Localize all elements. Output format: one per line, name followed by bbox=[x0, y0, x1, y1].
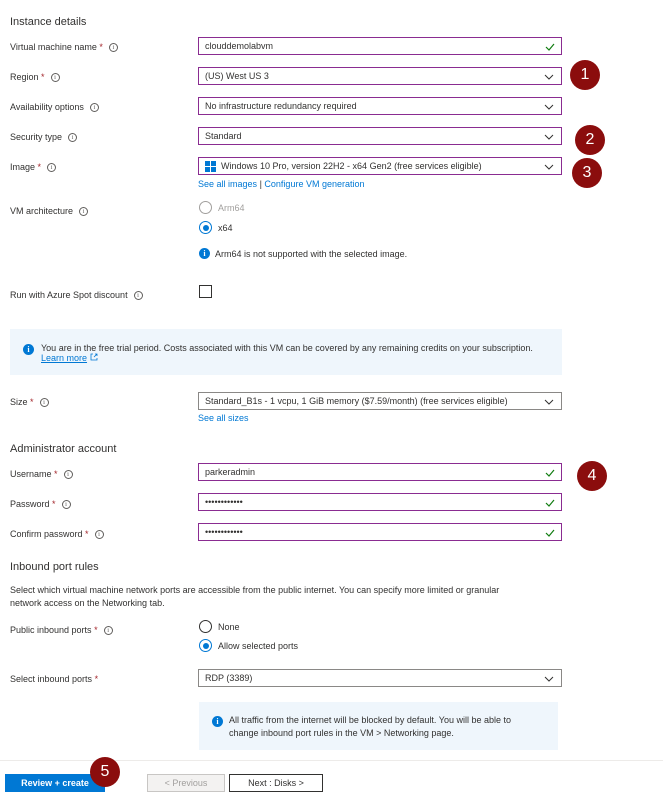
select-ports-select[interactable]: RDP (3389) bbox=[198, 669, 562, 687]
password-label: Password * i bbox=[10, 499, 71, 509]
image-label: Image * i bbox=[10, 162, 56, 172]
inbound-desc-line2: network access on the Networking tab. bbox=[10, 598, 165, 608]
info-icon[interactable]: i bbox=[62, 500, 71, 509]
chevron-down-icon bbox=[543, 131, 555, 143]
security-type-label: Security type i bbox=[10, 132, 77, 142]
spot-discount-label: Run with Azure Spot discount i bbox=[10, 290, 143, 300]
info-icon[interactable]: i bbox=[109, 43, 118, 52]
info-icon[interactable]: i bbox=[68, 133, 77, 142]
inbound-note-line2: change inbound port rules in the VM > Networking page. bbox=[229, 728, 454, 738]
instance-details-title: Instance details bbox=[10, 16, 87, 28]
next-disks-button[interactable]: Next : Disks > bbox=[229, 774, 323, 792]
size-select[interactable]: Standard_B1s - 1 vcpu, 1 GiB memory ($7.59/month) (free services eligible) bbox=[198, 392, 562, 410]
availability-select[interactable]: No infrastructure redundancy required bbox=[198, 97, 562, 115]
arm64-radio[interactable] bbox=[199, 201, 212, 214]
admin-account-title: Administrator account bbox=[10, 443, 117, 455]
info-icon[interactable]: i bbox=[95, 530, 104, 539]
size-label: Size * i bbox=[10, 397, 49, 407]
info-icon[interactable]: i bbox=[64, 470, 73, 479]
see-all-sizes-link[interactable]: See all sizes bbox=[198, 413, 249, 423]
inbound-allow-label: Allow selected ports bbox=[218, 641, 299, 651]
public-inbound-label: Public inbound ports * i bbox=[10, 625, 113, 635]
select-ports-label: Select inbound ports * bbox=[10, 674, 99, 684]
inbound-none-label: None bbox=[218, 622, 240, 632]
inbound-none-radio[interactable] bbox=[199, 620, 212, 633]
check-icon bbox=[545, 528, 555, 538]
external-link-icon bbox=[90, 353, 98, 361]
x64-radio[interactable] bbox=[199, 221, 212, 234]
chevron-down-icon bbox=[543, 161, 555, 173]
arm64-label: Arm64 bbox=[218, 203, 245, 213]
vm-name-label: Virtual machine name * i bbox=[10, 42, 118, 52]
username-label: Username * i bbox=[10, 469, 73, 479]
inbound-infobox bbox=[199, 702, 558, 750]
inbound-desc-line1: Select which virtual machine network ports are accessible from the public internet. You can specify more limited or granular bbox=[10, 585, 500, 595]
windows-icon bbox=[205, 161, 216, 172]
x64-label: x64 bbox=[218, 223, 233, 233]
availability-label: Availability options i bbox=[10, 102, 99, 112]
learn-more-link[interactable]: Learn more bbox=[41, 353, 88, 363]
inbound-allow-radio[interactable] bbox=[199, 639, 212, 652]
see-all-images-link[interactable]: See all images bbox=[198, 179, 258, 189]
spot-discount-checkbox[interactable] bbox=[199, 285, 212, 298]
check-icon bbox=[545, 498, 555, 508]
free-trial-text: You are in the free trial period. Costs associated with this VM can be covered by any remaining credits on your subscription. bbox=[41, 343, 533, 353]
chevron-down-icon bbox=[543, 673, 555, 685]
review-create-button[interactable]: Review + create bbox=[5, 774, 105, 792]
info-icon: i bbox=[199, 248, 210, 259]
info-icon[interactable]: i bbox=[134, 291, 143, 300]
password-input[interactable]: •••••••••••• bbox=[198, 493, 562, 511]
chevron-down-icon bbox=[543, 396, 555, 408]
confirm-password-input[interactable]: •••••••••••• bbox=[198, 523, 562, 541]
inbound-note-line1: All traffic from the internet will be blocked by default. You will be able to bbox=[229, 715, 511, 725]
username-input[interactable]: parkeradmin bbox=[198, 463, 562, 481]
callout-badge-4: 4 bbox=[577, 461, 607, 491]
info-icon[interactable]: i bbox=[79, 207, 88, 216]
info-icon[interactable]: i bbox=[47, 163, 56, 172]
arch-note: Arm64 is not supported with the selected image. bbox=[215, 249, 408, 259]
callout-badge-2: 2 bbox=[575, 125, 605, 155]
confirm-password-label: Confirm password * i bbox=[10, 529, 104, 539]
inbound-rules-title: Inbound port rules bbox=[10, 561, 99, 573]
info-icon: i bbox=[23, 344, 34, 355]
callout-badge-3: 3 bbox=[572, 158, 602, 188]
info-icon[interactable]: i bbox=[104, 626, 113, 635]
region-label: Region * i bbox=[10, 72, 60, 82]
vm-name-input[interactable]: clouddemolabvm bbox=[198, 37, 562, 55]
info-icon[interactable]: i bbox=[40, 398, 49, 407]
check-icon bbox=[545, 42, 555, 52]
security-type-select[interactable]: Standard bbox=[198, 127, 562, 145]
callout-badge-5: 5 bbox=[90, 757, 120, 787]
previous-button[interactable]: < Previous bbox=[147, 774, 225, 792]
free-trial-infobox bbox=[10, 329, 562, 375]
info-icon[interactable]: i bbox=[90, 103, 99, 112]
chevron-down-icon bbox=[543, 101, 555, 113]
configure-vm-generation-link[interactable]: Configure VM generation bbox=[264, 179, 365, 189]
link-separator: | bbox=[259, 179, 262, 189]
info-icon: i bbox=[212, 716, 223, 727]
info-icon[interactable]: i bbox=[51, 73, 60, 82]
region-select[interactable]: (US) West US 3 bbox=[198, 67, 562, 85]
chevron-down-icon bbox=[543, 71, 555, 83]
callout-badge-1: 1 bbox=[570, 60, 600, 90]
image-select[interactable]: Windows 10 Pro, version 22H2 - x64 Gen2 (free services eligible) bbox=[198, 157, 562, 175]
vm-architecture-label: VM architecture i bbox=[10, 206, 88, 216]
check-icon bbox=[545, 468, 555, 478]
